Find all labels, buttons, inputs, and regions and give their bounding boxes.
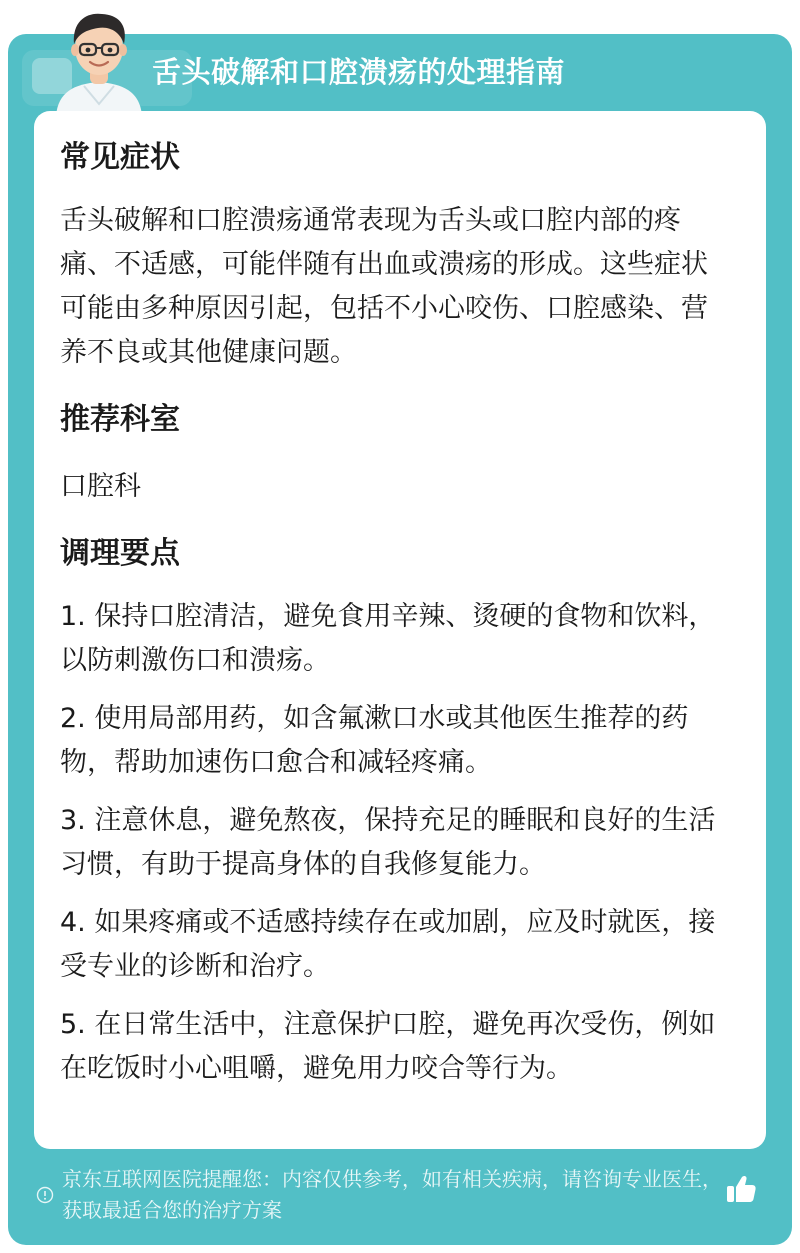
footer (34, 1162, 754, 1232)
department-heading: 推荐科室 (60, 402, 180, 437)
care-heading: 调理要点 (60, 536, 180, 571)
care-item: 1. 保持口腔清洁，避免食用辛辣、烫硬的食物和饮料，以防刺激伤口和溃疡。 (60, 601, 716, 676)
department-text: 口腔科 (60, 471, 141, 502)
info-icon (36, 1186, 54, 1204)
care-item: 4. 如果疼痛或不适感持续存在或加剧，应及时就医，接受专业的诊断和治疗。 (60, 907, 716, 982)
thumbs-up-icon[interactable] (724, 1172, 758, 1206)
symptoms-heading: 常见症状 (60, 140, 180, 175)
care-item: 3. 注意休息，避免熬夜，保持充足的睡眠和良好的生活习惯，有助于提高身体的自我修复能力。 (60, 805, 716, 880)
care-item: 5. 在日常生活中，注意保护口腔，避免再次受伤，例如在吃饭时小心咀嚼，避免用力咬合等行为。 (60, 1009, 716, 1084)
content-body (60, 135, 728, 1105)
disclaimer-text: 京东互联网医院提醒您：内容仅供参考，如有相关疾病，请咨询专业医生，获取最适合您的治疗方案 (62, 1167, 722, 1222)
doctor-avatar-icon (44, 6, 154, 116)
page-title: 舌头破解和口腔溃疡的处理指南 (152, 55, 566, 89)
care-item: 2. 使用局部用药，如含氟漱口水或其他医生推荐的药物，帮助加速伤口愈合和减轻疼痛。 (60, 703, 689, 778)
content-card (34, 111, 766, 1149)
symptoms-text: 舌头破解和口腔溃疡通常表现为舌头或口腔内部的疼痛、不适感，可能伴随有出血或溃疡的形成。这些症状可能由多种原因引起，包括不小心咬伤、口腔感染、营养不良或其他健康问题。 (60, 205, 708, 368)
